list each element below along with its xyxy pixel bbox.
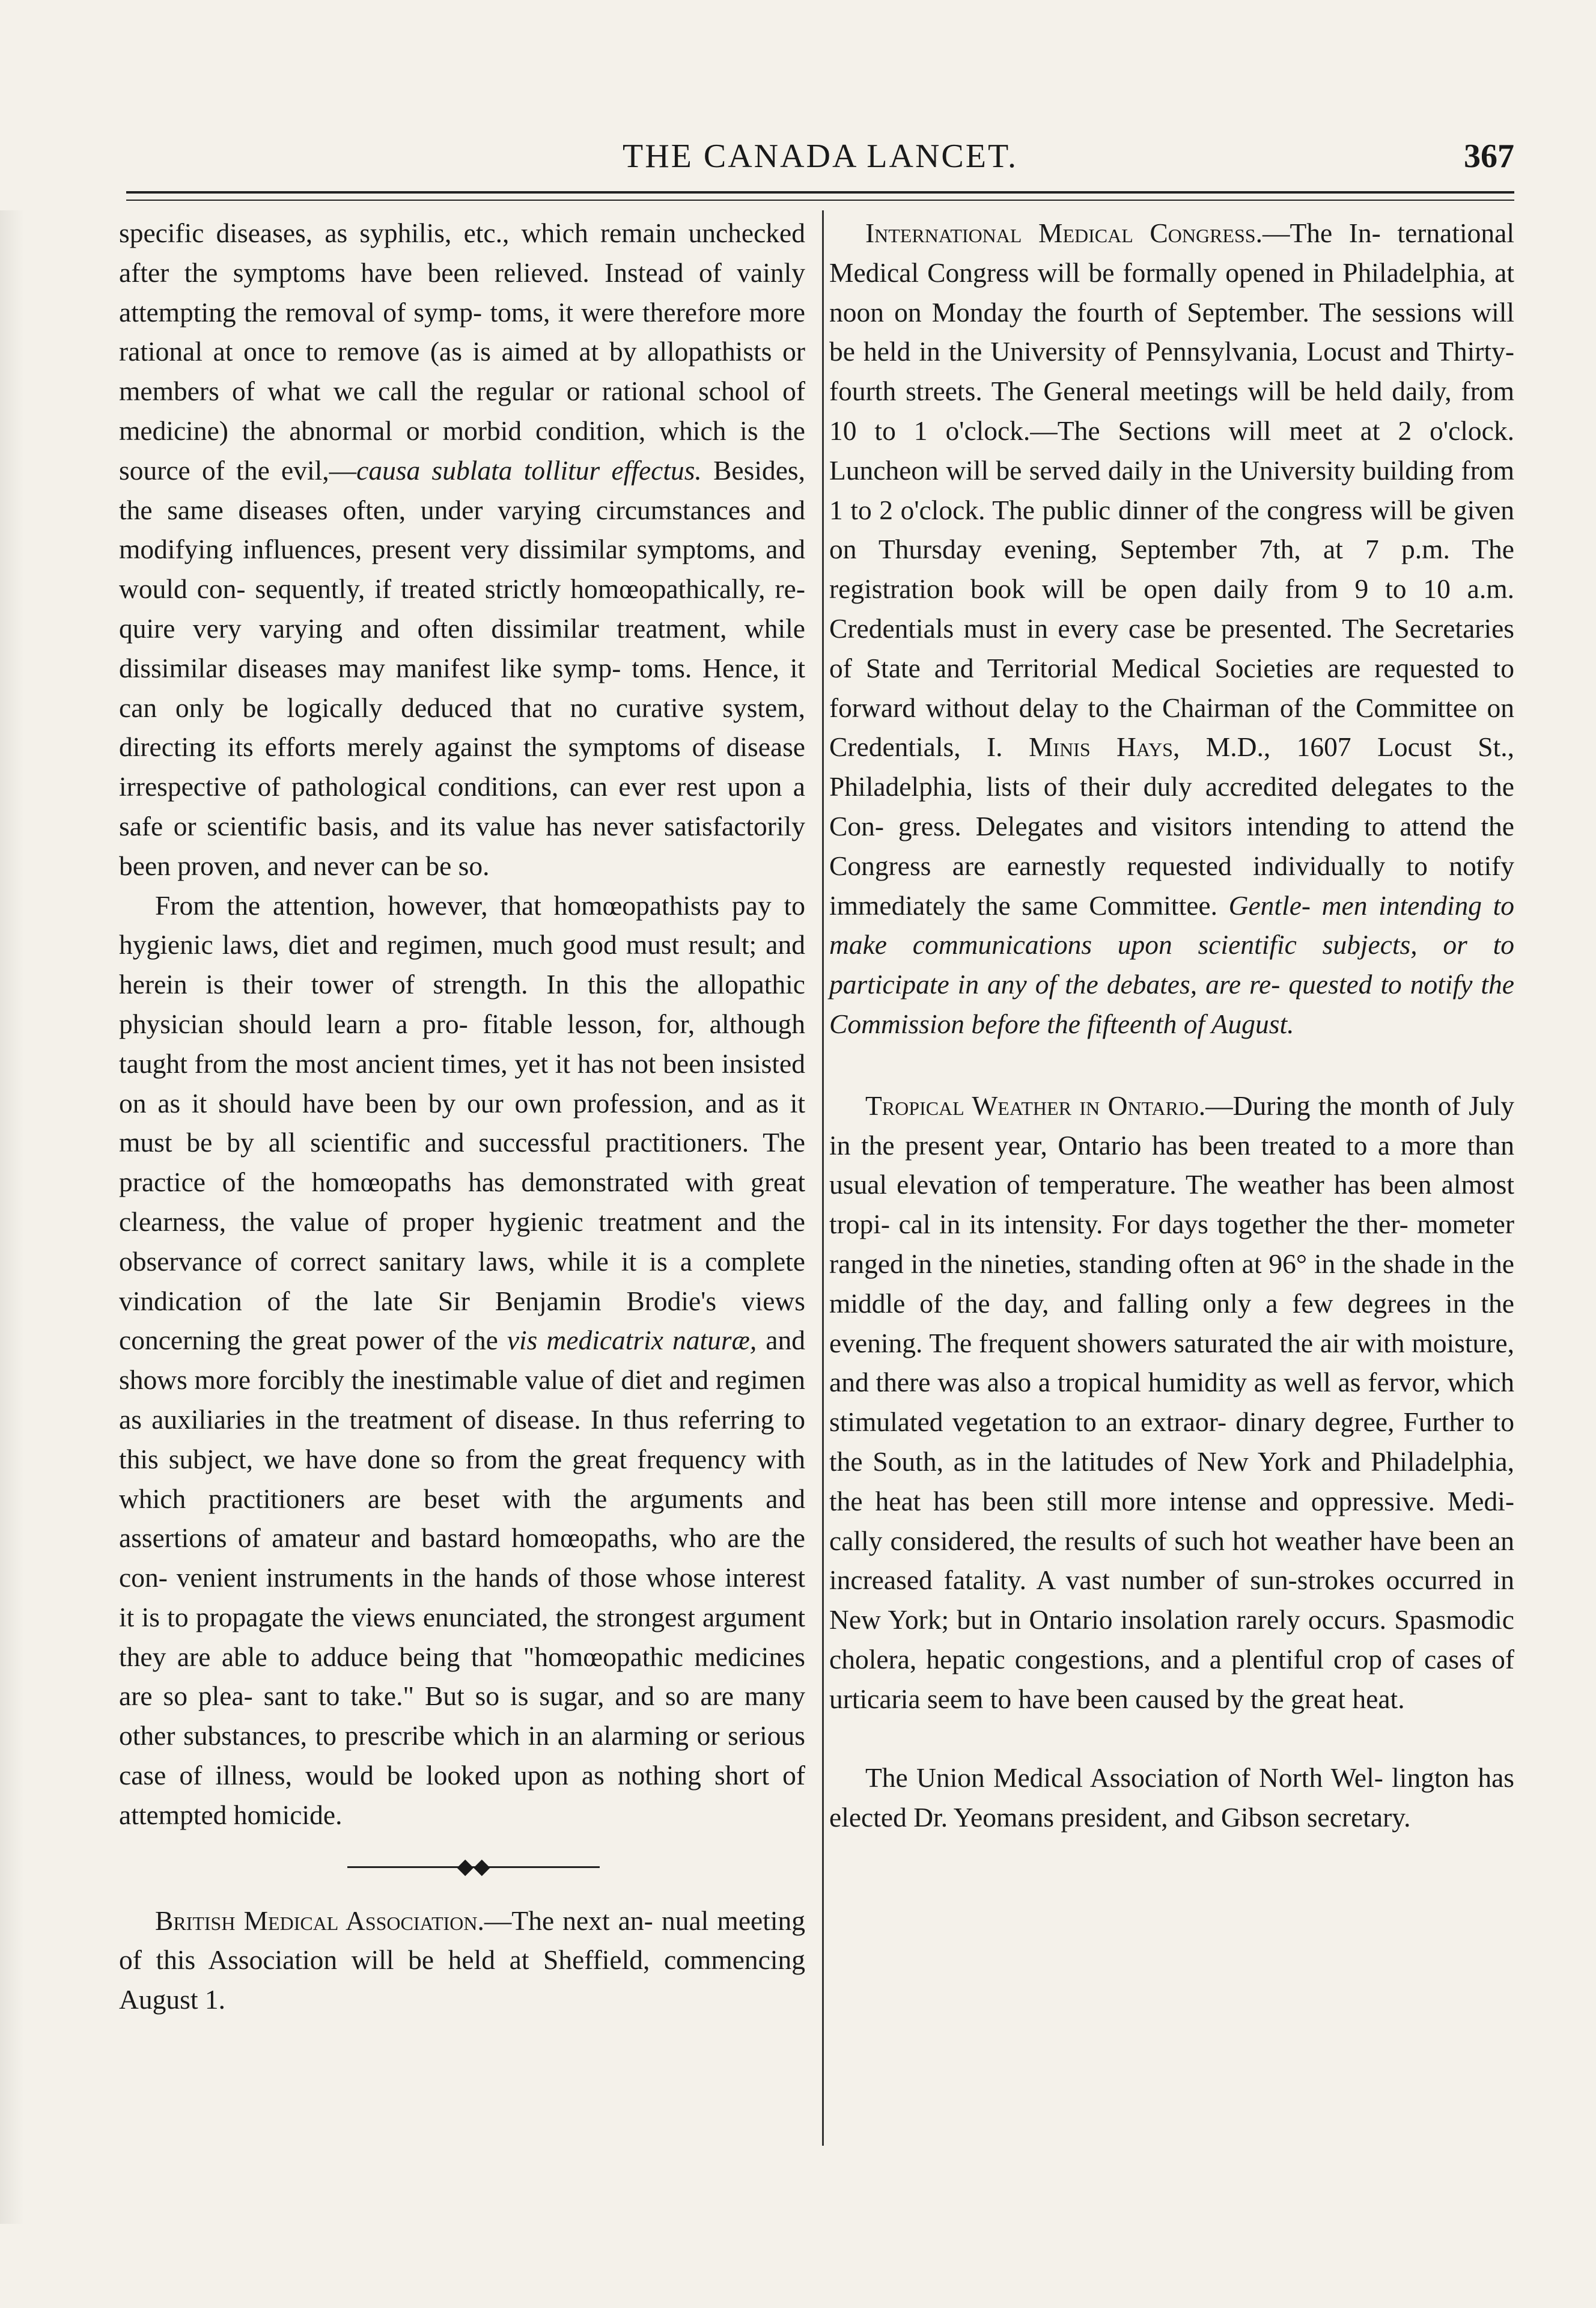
paragraph-text: , M.D., 1607 Locust St., Philadelphia, lists of their duly accredited delegates to the Con- gress. Delegates and visitors intending to attend the Congress are earnestly requested individually to notify immediately the same Committee. bbox=[829, 731, 1514, 921]
paragraph-text: —The next an- nual meeting of this Association will be held at Sheffield, commencing August 1. bbox=[119, 1905, 805, 2015]
column-divider bbox=[822, 210, 824, 2146]
latin-phrase: vis medicatrix naturæ, bbox=[507, 1325, 757, 1356]
ornament-diamond-icon: ◆◆ bbox=[457, 1854, 490, 1878]
person-name: Minis Hays bbox=[1028, 731, 1173, 763]
paragraph-text: —During the month of July in the present year, Ontario has been treated to a more than usual elevation of temperature. The weather has been almost tropi- cal in its intensity. For days together the ther- mometer ranged in the nineties, standing often at 96° in the shade in the middle of the day, and falling only a few degrees in the evening. The frequent showers saturated the air with moisture, and there was also a tropical humidity as well as fervor, which stimulated vegetation to an extraor- dinary degree, Further to the South, as in the latitudes of New York and Philadelphia, the heat has been still more intense and oppressive. Medi- cally considered, the results of such hot weather have been an increased fatality. A vast number of sun-strokes occurred in New York; but in Ontario insolation rarely occurs. Spasmodic cholera, hepatic congestions, and a plentiful crop of cases of urticaria seem to have been caused by the great heat. bbox=[829, 1090, 1514, 1714]
header-rule-thick bbox=[126, 191, 1514, 194]
congress-notice bbox=[829, 213, 1514, 1044]
section-gap bbox=[829, 1044, 1514, 1086]
paragraph-text: —The In- ternational Medical Congress will be formally opened in Philadelphia, at noon on Monday the fourth of September. The sessions will be held in the University of Pennsylvania, Locust and Thirty- fourth streets. The General meetings will be held daily, from 10 to 1 o'clock.—The Sections will meet at 2 o'clock. Luncheon will be served daily in the University building from 1 to 2 o'clock. The public dinner of the congress will be given on Thursday evening, September 7th, at 7 p.m. The registration book will be open daily from 9 to 10 a.m. Credentials must in every case be presented. The Secretaries of State and Territorial Medical Societies are requested to forward without delay to the Chairman of the Committee on Credentials, I. bbox=[829, 218, 1514, 763]
journal-title: THE CANADA LANCET. bbox=[622, 138, 1019, 175]
section-ornament bbox=[119, 1835, 805, 1901]
running-head bbox=[126, 137, 1514, 185]
section-heading: Tropical Weather in Ontario. bbox=[865, 1090, 1206, 1121]
union-association-notice: The Union Medical Association of North Wel- lington has elected Dr. Yeomans president, and Gibson secretary. bbox=[829, 1762, 1514, 1833]
section-heading: British Medical Association. bbox=[155, 1905, 484, 1936]
right-column bbox=[829, 213, 1514, 1837]
paragraph-text: From the attention, however, that homœopathists pay to hygienic laws, diet and regimen, much good must result; and herein is their tower of strength. In this the allopathic physician should learn a pro- fitable lesson, for, although taught from the most ancient times, yet it has not been insisted on as it should have been by our own profession, and as it must be by all scientific and successful practitioners. The practice of the homœopaths has demonstrated with great clearness, the value of proper hygienic treatment and the observance of correct sanitary laws, while it is a complete vindication of the late Sir Benjamin Brodie's views concerning the great power of the bbox=[119, 890, 805, 1356]
left-margin-bleed bbox=[0, 210, 24, 2224]
paragraph-text: and shows more forcibly the inestimable value of diet and regimen as auxiliaries in the treatment of disease. In thus referring to this subject, we have done so from the great frequency with which practitioners are beset with the arguments and assertions of amateur and bastard homœopaths, who are the con- venient instruments in the hands of those whose interest it is to propagate the views enunciated, the strongest argument they are able to adduce being that "homœopathic medicines are so plea- sant to take." But so is sugar, and so are many other substances, to prescribe which in an alarming or serious case of illness, would be looked upon as nothing short of attempted homicide. bbox=[119, 1325, 805, 1830]
bma-notice bbox=[119, 1901, 805, 2020]
paragraph-hygiene bbox=[119, 886, 805, 1835]
left-column bbox=[119, 213, 805, 2020]
section-heading: International Medical Congress. bbox=[865, 218, 1262, 248]
page-number: 367 bbox=[1464, 138, 1514, 175]
paragraph-text: specific diseases, as syphilis, etc., which remain unchecked after the symptoms have been relieved. Instead of vainly attempting the removal of symp- toms, it were therefore more rational at once to remove (as is aimed at by allopathists or members of what we call the regular or rational school of medicine) the abnormal or morbid condition, which is the source of the evil,— bbox=[119, 218, 805, 486]
latin-phrase: causa sublata tollitur effectus. bbox=[356, 454, 702, 486]
italic-request: Gentle- men intending to make communications upon scientific subjects, or to participate in any of the debates, are re- quested to notify the Commission before the fifteenth of August. bbox=[829, 890, 1515, 1039]
header-rule-thin bbox=[126, 200, 1514, 201]
section-gap bbox=[829, 1718, 1514, 1758]
paragraph-text: Besides, the same diseases often, under varying circumstances and modifying influences, present very dissimilar symptoms, and would con- sequently, if treated strictly homœopathically, re- quire very varying and often dissimilar treatment, while dissimilar diseases may manifest like symp- toms. Hence, it can only be logically deduced that no curative system, directing its efforts merely against the symptoms of disease irrespective of pathological conditions, can ever rest upon a safe or scientific basis, and its value has never satisfactorily been proven, and never can be so. bbox=[119, 454, 805, 881]
weather-notice bbox=[829, 1086, 1514, 1719]
paragraph-symptoms bbox=[119, 213, 805, 886]
